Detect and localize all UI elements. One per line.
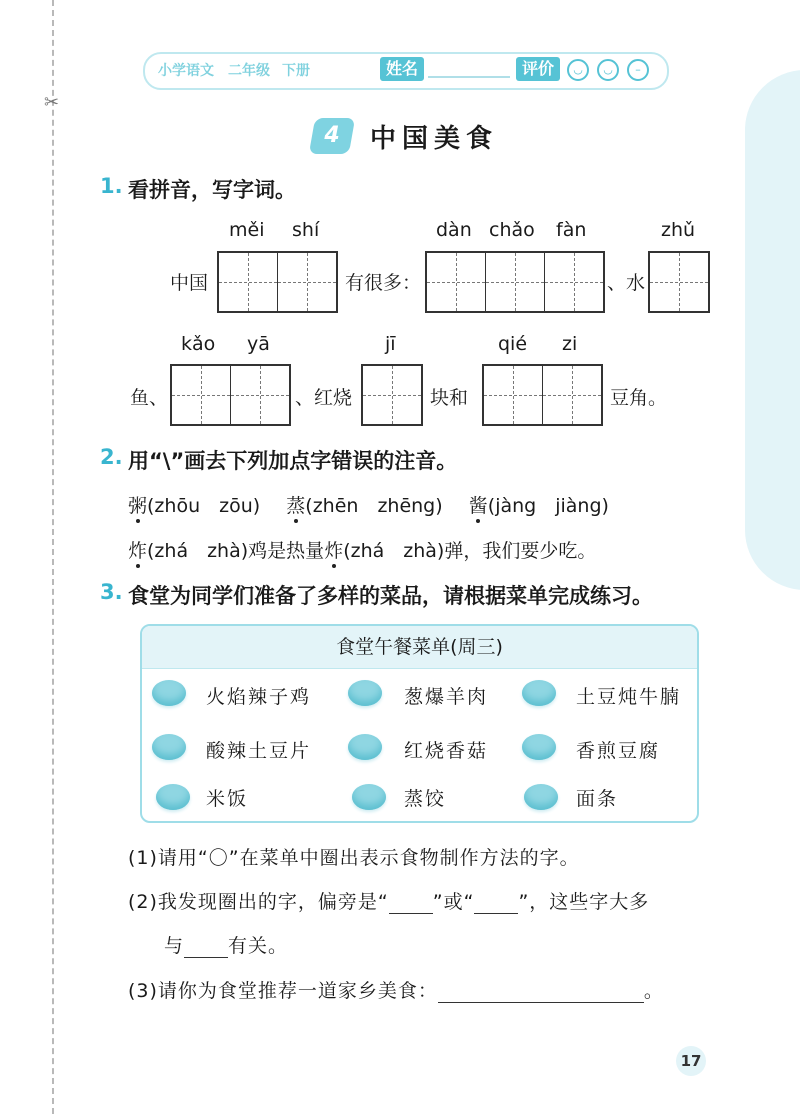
q2-line-2: [128, 536, 596, 563]
q1-text: 、水: [607, 272, 646, 294]
food-dish-icon: [522, 734, 556, 760]
smiling-face-icon[interactable]: ◡: [597, 59, 619, 81]
writing-grid-kaoya[interactable]: [170, 364, 291, 426]
menu-item[interactable]: 土豆炖牛腩: [576, 686, 682, 708]
menu-title: 食堂午餐菜单(周三): [142, 626, 697, 669]
lesson-title: 中国美食: [370, 124, 499, 154]
writing-cell[interactable]: [545, 253, 603, 311]
food-dish-icon: [348, 680, 382, 706]
dotted-char: 蒸: [286, 495, 306, 517]
header-subject: 小学语文: [158, 63, 214, 79]
menu-item[interactable]: 红烧香菇: [404, 740, 489, 762]
writing-grid-meishi[interactable]: [217, 251, 338, 313]
food-dish-icon: [352, 784, 386, 810]
dotted-char: 酱: [468, 495, 488, 517]
lunch-menu-card: [140, 624, 699, 823]
q3-prompt: 食堂为同学们准备了多样的菜品，请根据菜单完成练习。: [128, 584, 653, 608]
sentence-text: 弹，我们要少吃。: [444, 540, 597, 562]
pinyin: chǎo: [489, 219, 535, 241]
answer-blank[interactable]: [389, 891, 433, 914]
answer-blank[interactable]: [474, 891, 518, 914]
writing-cell[interactable]: [363, 366, 421, 424]
sentence-text: 鸡是热量: [248, 540, 325, 562]
rating-label: 评价: [516, 57, 560, 81]
header-term: 下册: [282, 63, 310, 79]
writing-cell[interactable]: [278, 253, 336, 311]
writing-cell[interactable]: [219, 253, 278, 311]
writing-cell[interactable]: [486, 253, 545, 311]
writing-grid-zhu[interactable]: [648, 251, 710, 313]
q1-text: 、红烧: [295, 387, 353, 409]
pinyin: qié: [498, 333, 528, 355]
pinyin-options[interactable]: (zhá zhà): [343, 540, 445, 562]
q2-line-1: [128, 491, 609, 518]
answer-blank[interactable]: [184, 935, 228, 958]
writing-cell[interactable]: [650, 253, 708, 311]
menu-item[interactable]: 香煎豆腐: [576, 740, 661, 762]
writing-cell[interactable]: [172, 366, 231, 424]
sub2-text: 有关。: [228, 935, 289, 957]
writing-cell[interactable]: [427, 253, 486, 311]
pinyin-options[interactable]: (zhá zhà): [147, 540, 249, 562]
pinyin: zhǔ: [661, 219, 696, 241]
q3-sub-2-cont: [164, 931, 288, 958]
q3-sub-1: (1)请用“〇”在菜单中圈出表示食物制作方法的字。: [128, 847, 580, 869]
dotted-char: 炸: [128, 540, 148, 562]
sub3-text: (3)请你为食堂推荐一道家乡美食：: [128, 980, 438, 1002]
food-dish-icon: [524, 784, 558, 810]
food-dish-icon: [156, 784, 190, 810]
writing-cell[interactable]: [231, 366, 289, 424]
food-dish-icon: [152, 734, 186, 760]
q1-text: 鱼、: [130, 387, 169, 409]
q1-text: 中国: [170, 272, 209, 294]
menu-item[interactable]: 火焰辣子鸡: [206, 686, 312, 708]
pinyin-options[interactable]: (zhēn zhēng): [305, 495, 443, 517]
writing-grid-danchaofan[interactable]: [425, 251, 605, 313]
q1-text: 有很多：: [345, 272, 422, 294]
menu-item[interactable]: 面条: [576, 788, 619, 810]
q1-text: 豆角。: [610, 387, 668, 409]
page-number: 17: [676, 1046, 706, 1076]
q3-number: 3.: [100, 580, 123, 604]
sub2-text: ”或“: [432, 891, 475, 913]
dotted-char: 炸: [324, 540, 344, 562]
q3-sub-3: [128, 976, 664, 1003]
dotted-char: 粥: [128, 495, 148, 517]
menu-item[interactable]: 蒸饺: [404, 788, 447, 810]
scissors-icon: ✂: [44, 92, 60, 113]
pinyin: zi: [562, 333, 578, 355]
header-grade: 二年级: [228, 63, 270, 79]
pinyin: kǎo: [181, 333, 216, 355]
sub3-text: 。: [643, 980, 664, 1002]
pinyin: yā: [247, 333, 270, 355]
menu-item[interactable]: 米饭: [206, 788, 249, 810]
q1-number: 1.: [100, 174, 123, 198]
pinyin: dàn: [436, 219, 472, 241]
menu-item[interactable]: 葱爆羊肉: [404, 686, 489, 708]
writing-cell[interactable]: [484, 366, 543, 424]
name-input-line[interactable]: [428, 76, 510, 78]
side-decoration: [745, 70, 800, 590]
cut-line: [52, 0, 54, 1114]
sub2-text: 与: [164, 935, 185, 957]
sub2-text: (2)我发现圈出的字，偏旁是“: [128, 891, 389, 913]
sub2-text: ”，这些字大多: [518, 891, 650, 913]
laughing-face-icon[interactable]: ◡: [567, 59, 589, 81]
writing-grid-qiezi[interactable]: [482, 364, 603, 426]
lesson-number: 4: [324, 123, 340, 148]
writing-grid-ji[interactable]: [361, 364, 423, 426]
q1-prompt: 看拼音，写字词。: [128, 178, 296, 202]
writing-cell[interactable]: [543, 366, 601, 424]
q1-text: 块和: [430, 387, 469, 409]
food-dish-icon: [522, 680, 556, 706]
pinyin: měi: [229, 219, 265, 241]
q2-number: 2.: [100, 445, 123, 469]
answer-blank[interactable]: [438, 980, 644, 1003]
food-dish-icon: [152, 680, 186, 706]
name-label: 姓名: [380, 57, 424, 81]
neutral-face-icon[interactable]: –: [627, 59, 649, 81]
menu-item[interactable]: 酸辣土豆片: [206, 740, 312, 762]
pinyin: fàn: [556, 219, 587, 241]
q2-prompt: 用“\”画去下列加点字错误的注音。: [128, 449, 458, 473]
pinyin-options[interactable]: (zhōu zōu): [147, 495, 261, 517]
q3-sub-2: [128, 887, 649, 914]
pinyin-options[interactable]: (jàng jiàng): [487, 495, 609, 517]
pinyin: jī: [385, 333, 396, 355]
food-dish-icon: [348, 734, 382, 760]
pinyin: shí: [292, 219, 320, 241]
